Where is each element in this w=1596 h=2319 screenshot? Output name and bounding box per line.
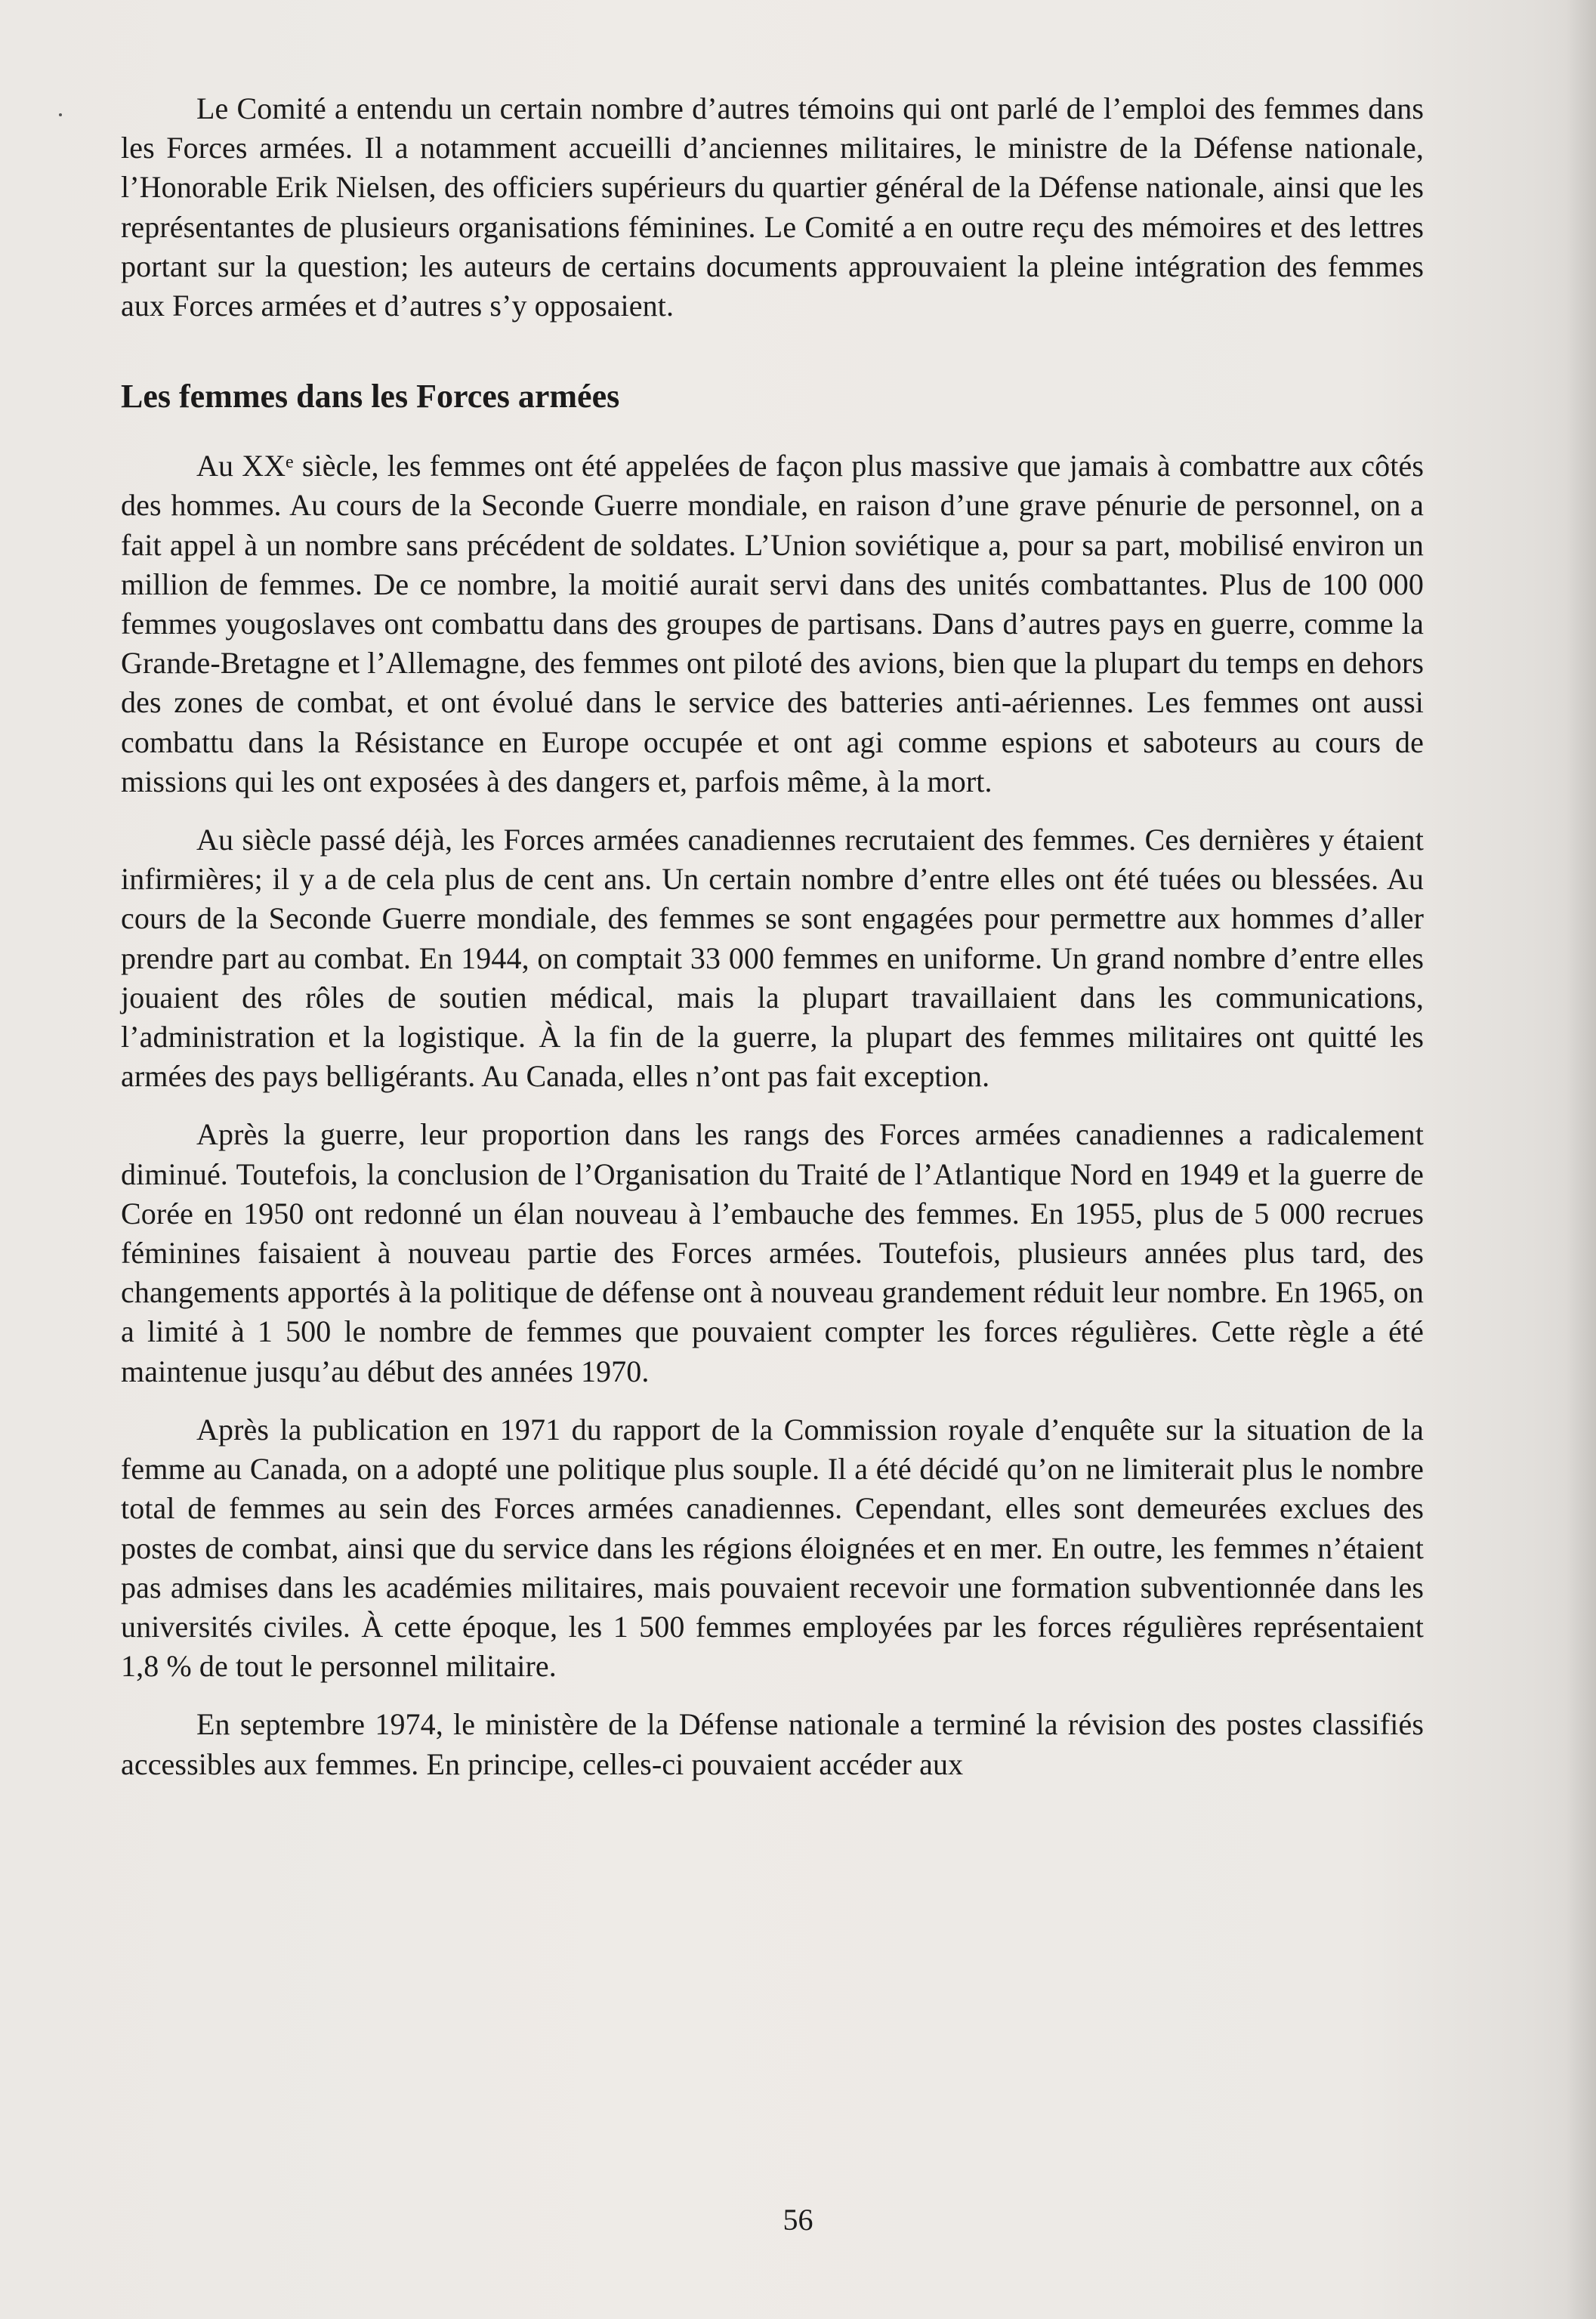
page-body <box>121 89 1424 1803</box>
paragraph-canadian-forces-history: Au siècle passé déjà, les Forces armées canadiennes recrutaient des femmes. Ces dernières y étaient infirmières; il y a de cela plus de cent ans. Un certain nombre d’entre elles ont été tuées ou blessées. Au cours de la Seconde Guerre mondiale, des femmes se sont engagées pour permettre aux hommes d’aller prendre part au combat. En 1944, on comptait 33 000 femmes en uniforme. Un grand nombre d’entre elles jouaient des rôles de soutien médical, mais la plupart travaillaient dans les communications, l’administration et la logistique. À la fin de la guerre, la plupart des femmes militaires ont quitté les armées des pays belligérants. Au Canada, elles n’ont pas fait exception. <box>121 823 1424 1094</box>
section-heading: Les femmes dans les Forces armées <box>121 378 620 415</box>
paragraph-world-war: Au XXᵉ siècle, les femmes ont été appelées de façon plus massive que jamais à combattre aux côtés des hommes. Au cours de la Seconde Guerre mondiale, en raison d’une grave pénurie de personnel, on a fait appel à un nombre sans précédent de soldates. L’Union soviétique a, pour sa part, mobilisé environ un million de femmes. De ce nombre, la moitié aurait servi dans des unités combattantes. Plus de 100 000 femmes yougoslaves ont combattu dans des groupes de partisans. Dans d’autres pays en guerre, comme la Grande-Bretagne et l’Allemagne, des femmes ont piloté des avions, bien que la plupart du temps en dehors des zones de combat, et ont évolué dans le service des batteries anti-aériennes. Les femmes ont aussi combattu dans la Résistance en Europe occupée et ont agi comme espions et saboteurs au cours de missions qui les ont exposées à des dangers et, parfois même, à la mort. <box>121 449 1424 798</box>
page-edge-shadow <box>1566 0 1596 2319</box>
paragraph-post-war: Après la guerre, leur proportion dans les rangs des Forces armées canadiennes a radicalement diminué. Toutefois, la conclusion de l’Organisation du Traité de l’Atlantique Nord en 1949 et la guerre de Corée en 1950 ont redonné un élan nouveau à l’embauche des femmes. En 1955, plus de 5 000 recrues féminines faisaient à nouveau partie des Forces armées. Toutefois, plusieurs années plus tard, des changements apportés à la politique de défense ont à nouveau grandement réduit leur nombre. En 1965, on a limité à 1 500 le nombre de femmes que pouvaient compter les forces régulières. Cette règle a été maintenue jusqu’au début des années 1970. <box>121 1117 1424 1388</box>
print-speck <box>59 113 62 116</box>
page-number: 56 <box>783 2203 813 2237</box>
paragraph-royal-commission: Après la publication en 1971 du rapport de la Commission royale d’enquête sur la situation de la femme au Canada, on a adopté une politique plus souple. Il a été décidé qu’on ne limiterait plus le nombre total de femmes au sein des Forces armées canadiennes. Cependant, elles sont demeurées exclues des postes de combat, ainsi que du service dans les régions éloignées et en mer. En outre, les femmes n’étaient pas admises dans les académies militaires, mais pouvaient recevoir une formation subventionnée dans les universités civiles. À cette époque, les 1 500 femmes employées par les forces régulières représentaient 1,8 % de tout le personnel militaire. <box>121 1412 1424 1684</box>
paragraph-intro: Le Comité a entendu un certain nombre d’autres témoins qui ont parlé de l’emploi des femmes dans les Forces armées. Il a notamment accueilli d’anciennes militaires, le ministre de la Défense nationale, l’Honorable Erik Nielsen, des officiers supérieurs du quartier général de la Défense nationale, ainsi que les représentantes de plusieurs organisations féminines. Le Comité a en outre reçu des mémoires et des lettres portant sur la question; les auteurs de certains documents approuvaient la pleine intégration des femmes aux Forces armées et d’autres s’y opposaient. <box>121 91 1424 323</box>
paragraph-1974-review: En septembre 1974, le ministère de la Défense nationale a terminé la révision des postes classifiés accessibles aux femmes. En principe, celles-ci pouvaient accéder aux <box>121 1707 1424 1781</box>
